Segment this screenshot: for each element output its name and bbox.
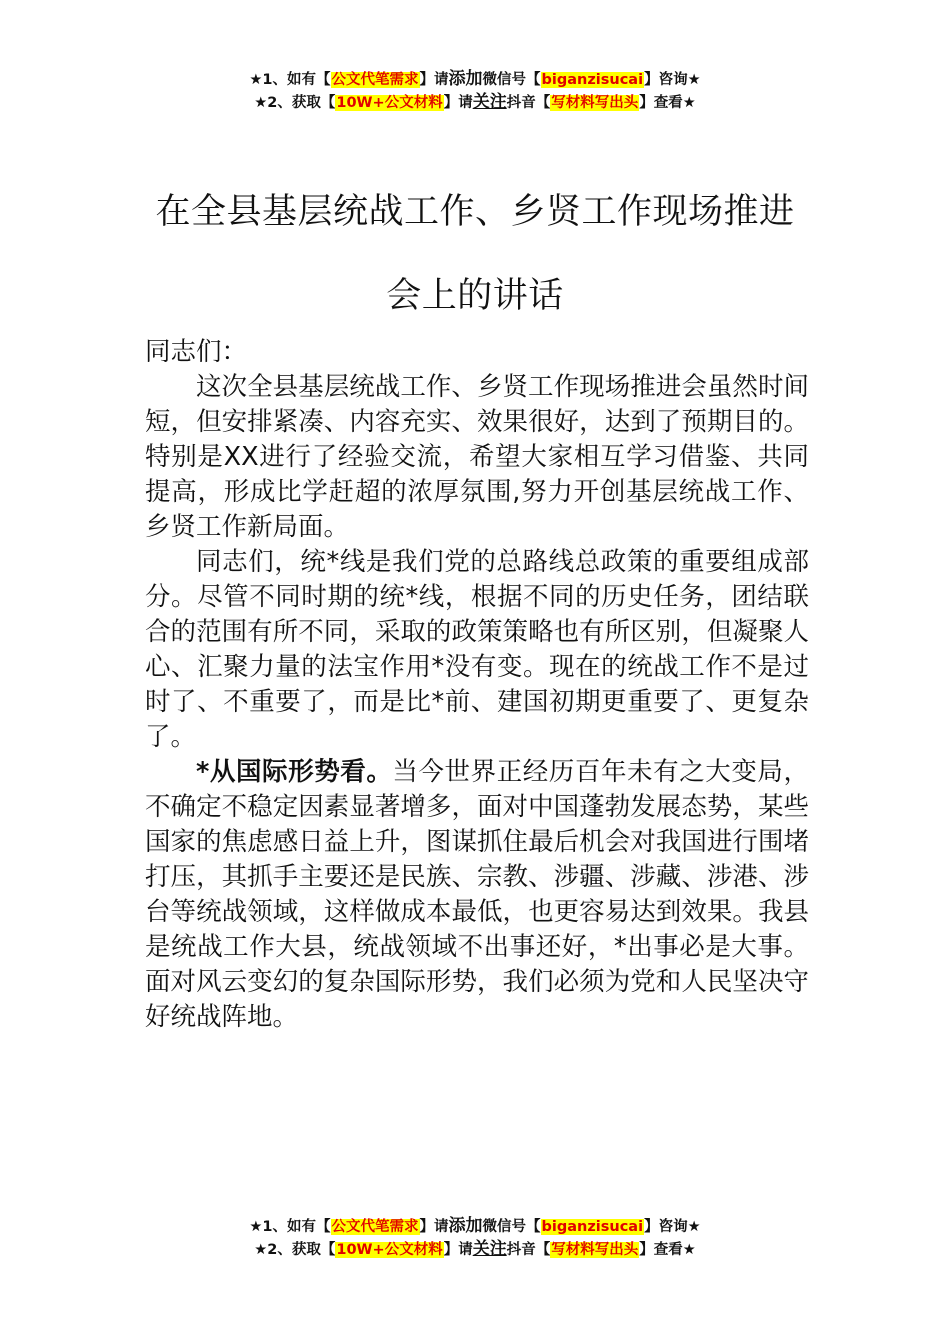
paragraph-3 <box>145 755 809 1035</box>
promo-wechat-id: biganzisucai <box>541 72 644 88</box>
promo-line-2: ★2、获取【10W+公文材料】请关注抖音【写材料写出头】查看★ <box>254 1239 696 1259</box>
promo-line-1: ★1、如有【公文代笔需求】请添加微信号【biganzisucai】咨询★ <box>249 69 701 89</box>
paragraph-3-text: 当今世界正经历百年未有之大变局，不确定不稳定因素显著增多，面对中国蓬勃发展态势，某些国家的焦虑感日益上升，图谋抓住最后机会对我国进行围堵打压，其抓手主要还是民族、宗教、涉疆、涉藏、涉港、涉台等统战领域，这样做成本最低，也更容易达到效果。我县是统战工作大县，统战领域不出事还好，*出事必是大事。面对风云变幻的复杂国际形势，我们必须为党和人民坚决守好统战阵地。 <box>145 757 809 1032</box>
document-body <box>145 335 809 1035</box>
promo-line-2: ★2、获取【10W+公文材料】请关注抖音【写材料写出头】查看★ <box>254 92 696 112</box>
header-promo-banner <box>0 68 950 114</box>
promo-highlight: 10W+公文材料 <box>336 95 443 111</box>
promo-highlight: 公文代笔需求 <box>331 72 419 88</box>
promo-douyin-account: 写材料写出头 <box>551 95 639 111</box>
promo-highlight: 10W+公文材料 <box>336 1242 443 1258</box>
paragraph-2: 同志们，统*线是我们党的总路线总政策的重要组成部分。尽管不同时期的统*线，根据不同的历史任务，团结联合的范围有所不同，采取的政策策略也有所区别，但凝聚人心、汇聚力量的法宝作用*没有变。现在的统战工作不是过时了、不重要了，而是比*前、建国初期更重要了、更复杂了。 <box>145 547 809 752</box>
promo-highlight: 公文代笔需求 <box>331 1219 419 1235</box>
paragraph-3-lead: *从国际形势看。 <box>196 757 393 787</box>
paragraph-1: 这次全县基层统战工作、乡贤工作现场推进会虽然时间短，但安排紧凑、内容充实、效果很好，达到了预期目的。特别是XX进行了经验交流，希望大家相互学习借鉴、共同提高，形成比学赶超的浓厚氛围,努力开创基层统战工作、乡贤工作新局面。 <box>145 372 809 542</box>
title-line-1: 在全县基层统战工作、乡贤工作现场推进 <box>155 192 795 232</box>
salutation: 同志们： <box>145 337 248 367</box>
promo-wechat-id: biganzisucai <box>541 1219 644 1235</box>
title-line-2: 会上的讲话 <box>386 276 564 316</box>
document-title <box>145 170 805 338</box>
footer-promo-banner <box>0 1215 950 1261</box>
promo-douyin-account: 写材料写出头 <box>551 1242 639 1258</box>
promo-line-1: ★1、如有【公文代笔需求】请添加微信号【biganzisucai】咨询★ <box>249 1216 701 1236</box>
